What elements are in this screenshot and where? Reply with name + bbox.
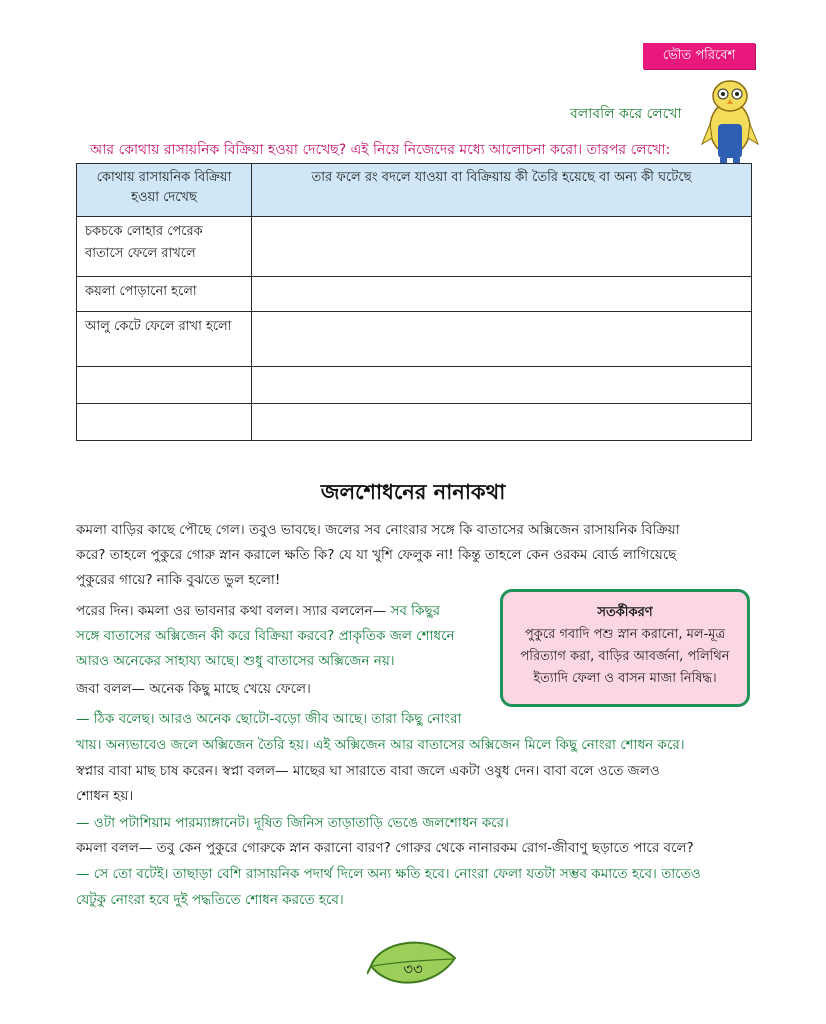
page-number: ৩৩ — [403, 960, 423, 978]
table-cell: কয়লা পোড়ানো হলো — [77, 277, 252, 312]
paragraph-line: কমলা বলল— তবু কেন পুকুরে গোরুকে স্নান করানো বারণ? গোরুর থেকে নানারকম রোগ-জীবাণু ছড়াতে পারে বলে? — [76, 840, 694, 856]
paragraph-line — [76, 599, 440, 624]
dialogue-text: পরের দিন। কমলা ওর ভাবনার কথা বলল। স্যার বললেন— — [76, 603, 391, 619]
callout-title: সতর্কীকরণ — [597, 605, 653, 620]
teacher-dialogue: সব কিছুর — [390, 603, 441, 619]
table-row — [77, 312, 752, 367]
column-header: কোথায় রাসায়নিক বিক্রিয়া হওয়া দেখেছ — [77, 164, 252, 217]
teacher-dialogue-line: খায়। অন্যভাবেও জলে অক্সিজেন তৈরি হয়। এই অক্সিজেন আর বাতাসের অক্সিজেন মিলে কিছু নোংরা শোধন করে। — [76, 737, 685, 753]
answer-cell[interactable] — [252, 277, 752, 312]
empty-cell[interactable] — [77, 367, 252, 404]
empty-cell[interactable] — [77, 404, 252, 441]
table-header-row — [77, 164, 752, 217]
teacher-dialogue-line: — সে তো বটেই। তাছাড়া বেশি রাসায়নিক পদার্থ দিলে অন্য ক্ষতি হবে। নোংরা ফেলা যতটা সম্ভব কমাতে হবে। তাতেও — [76, 866, 701, 882]
section-title: জলশোধনের নানাকথা — [320, 480, 506, 504]
answer-cell[interactable] — [252, 404, 752, 441]
table-row — [77, 404, 752, 441]
section-tag: ভৌত পরিবেশ — [643, 43, 755, 69]
answer-cell[interactable] — [252, 217, 752, 277]
table-row — [77, 367, 752, 404]
activity-prompt: আর কোথায় রাসায়নিক বিক্রিয়া হওয়া দেখেছ? এই নিয়ে নিজেদের মধ্যে আলোচনা করো। তারপর লেখো: — [90, 142, 671, 158]
warning-callout — [500, 589, 750, 707]
leaf-icon — [367, 936, 459, 992]
observation-table — [76, 163, 752, 441]
paragraph-line: স্বপ্নার বাবা মাছ চাষ করেন। স্বপ্না বলল— মাছের ঘা সারাতে বাবা জলে একটা ওষুধ দেন। বাবা বলে ওতে জলও — [76, 763, 660, 779]
callout-line: ইত্যাদি ফেলা ও বাসন মাজা নিষিদ্ধ। — [533, 671, 717, 686]
teacher-dialogue-line: সঙ্গে বাতাসের অক্সিজেন কী করে বিক্রিয়া করবে? প্রাকৃতিক জল শোধনে — [76, 628, 455, 644]
paragraph-line: জবা বলল— অনেক কিছু মাছে খেয়ে ফেলে। — [76, 681, 311, 697]
answer-cell[interactable] — [252, 367, 752, 404]
callout-line: পরিত্যাগ করা, বাড়ির আবর্জনা, পলিথিন — [520, 649, 730, 664]
table-row — [77, 277, 752, 312]
column-header: তার ফলে রং বদলে যাওয়া বা বিক্রিয়ায় কী তৈরি হয়েছে বা অন্য কী ঘটেছে — [252, 164, 752, 217]
paragraph-line: পুকুরের গায়ে? নাকি বুঝতে ভুল হলো! — [76, 572, 281, 588]
paragraph-line: শোধন হয়। — [76, 788, 134, 804]
activity-instruction: বলাবলি করে লেখো — [570, 106, 682, 122]
answer-cell[interactable] — [252, 312, 752, 367]
table-cell: চকচকে লোহার পেরেক বাতাসে ফেলে রাখলে — [77, 217, 252, 277]
teacher-dialogue-line: আরও অনেকের সাহায্য আছে। শুধু বাতাসের অক্সিজেন নয়। — [76, 653, 395, 669]
table-row — [77, 217, 752, 277]
teacher-dialogue-line: — ওটা পটাশিয়াম পারম্যাঙ্গানেট। দূষিত জিনিস তাড়াতাড়ি ভেঙে জলশোধন করে। — [76, 815, 509, 831]
teacher-dialogue-line: — ঠিক বলেছ। আরও অনেক ছোটো-বড়ো জীব আছে। তারা কিছু নোংরা — [76, 711, 462, 727]
paragraph-line: করে? তাহলে পুকুরে গোরু স্নান করালে ক্ষতি কি? যে যা খুশি ফেলুক না! কিন্তু তাহলে কেন ওরকম বোর্ড লাগিয়েছে — [76, 547, 677, 563]
paragraph-line: কমলা বাড়ির কাছে পৌছে গেল। তবুও ভাবছে। জলের সব নোংরার সঙ্গে কি বাতাসের অক্সিজেন রাসায়নিক বিক্রিয়া — [76, 522, 680, 538]
table-cell: আলু কেটে ফেলে রাখা হলো — [77, 312, 252, 367]
teacher-dialogue-line: যেটুকু নোংরা হবে দুই পদ্ধতিতে শোধন করতে হবে। — [76, 892, 344, 908]
callout-line: পুকুরে গবাদি পশু স্নান করানো, মল-মূত্র — [524, 627, 726, 642]
